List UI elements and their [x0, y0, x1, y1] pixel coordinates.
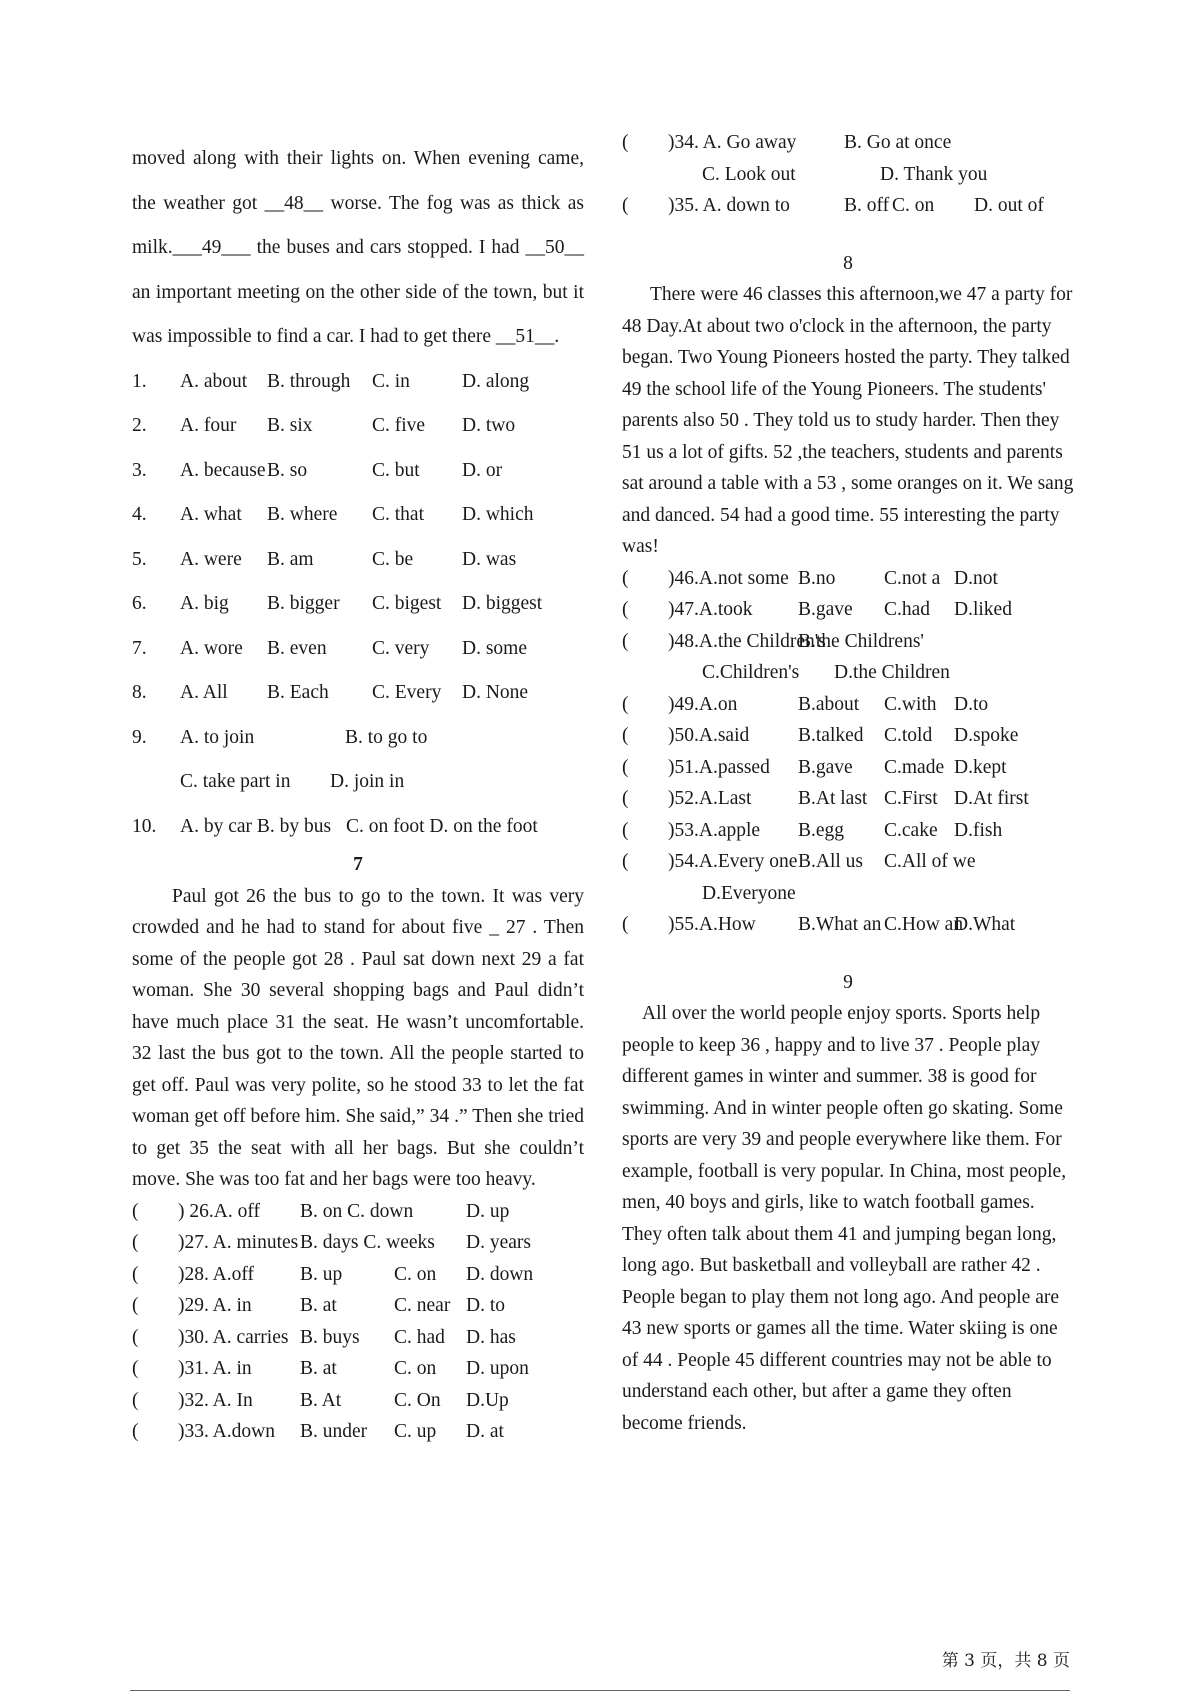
question-row: [622, 594, 1074, 626]
question-part-d: D. years: [466, 1232, 531, 1253]
question-part-n: C. Look out: [702, 163, 796, 185]
passage-7-text: Paul got 26 the bus to go to the town. It was very crowded and he had to stand for about five _ 27 . Then some of the people got 28 . Paul sat down next 29 a fat woman. She 30 several shopping bags and Paul didn’t have much place 31 the seat. He wasn’t uncomfortable. 32 last the bus got to the town. All the people started to get off. Paul was very polite, so he stood 33 to let the fat woman get off before him. She said,” 34 .” Then she tried to get 35 the seat with all her bags. But she couldn’t move. She was too fat and her bags were too heavy.: [132, 885, 584, 1190]
page-number: 第 3 页，共 8 页: [941, 1651, 1070, 1671]
question-row: [622, 720, 1074, 752]
question-part-d: D. upon: [466, 1358, 529, 1379]
answer-bracket: (: [132, 1232, 139, 1253]
option-choice-b: B. Each: [267, 682, 329, 703]
option-choice-a: A. wore: [180, 637, 243, 659]
question-part-c: C.All of we: [884, 851, 976, 872]
option-choice-b: B. where: [267, 504, 338, 525]
question-part-b: B.At last: [798, 788, 868, 809]
answer-bracket: (: [132, 1358, 139, 1379]
option-choice-c: C. that: [372, 504, 424, 525]
answer-bracket: (: [622, 788, 629, 809]
option-row: [132, 671, 584, 716]
passage-6-text: [132, 137, 584, 360]
question-part-n: )28. A.off: [178, 1263, 255, 1285]
question-row: [132, 1385, 584, 1417]
question-part-c: C.First: [884, 788, 938, 809]
option-choice-a: A. All: [180, 682, 228, 703]
question-row: [622, 846, 1074, 878]
option-row: [132, 538, 584, 583]
option-choice-c: C. very: [372, 637, 430, 659]
answer-bracket: (: [132, 1389, 139, 1411]
question-part-b: B. Go at once: [844, 132, 952, 153]
question-part-d: D. up: [466, 1200, 510, 1222]
option-choice-a: C. take part in: [180, 771, 291, 792]
question-part-b: B. off: [844, 195, 890, 216]
footer-divider: [130, 1690, 1070, 1691]
question-part-n: )46.A.not some: [668, 567, 789, 589]
answer-bracket: (: [132, 1200, 139, 1222]
question-part-n: )27. A. minutes: [178, 1232, 299, 1253]
option-choice-c: C. Every: [372, 682, 442, 703]
option-row: [132, 493, 584, 538]
option-choice-a: A. to join: [180, 726, 255, 748]
question-part-n: )34. A. Go away: [668, 132, 797, 153]
question-part-b: B. on C. down: [300, 1200, 414, 1222]
question-part-b: B. buys: [300, 1326, 360, 1348]
question-part-d: D.fish: [954, 819, 1003, 841]
question-row: [622, 689, 1074, 721]
question-part-c: C.with: [884, 693, 937, 715]
section-8-heading: 8: [843, 252, 853, 274]
question-part-c: C.How an: [884, 914, 964, 935]
question-part-n: )30. A. carries: [178, 1326, 289, 1348]
question-part-n: ) 26.A. off: [178, 1200, 260, 1222]
option-choice-a: A. by car B. by bus: [180, 815, 332, 837]
option-number: 10.: [132, 815, 157, 837]
question-part-b: B. up: [300, 1263, 343, 1285]
question-row: [622, 159, 1074, 191]
passage-6-body: moved along with their lights on. When evening came, the weather got __48__ worse. The fog was as thick as milk.___49___ the buses and cars stopped. I had __50__ an important meeting on the other side of the town, but it was impossible to find a car. I had to get there __51__.: [132, 148, 584, 347]
question-part-d: D.to: [954, 693, 989, 715]
question-row: [132, 1196, 584, 1228]
question-part-n: )35. A. down to: [668, 195, 790, 216]
answer-bracket: (: [622, 725, 629, 746]
question-row: [622, 878, 1074, 910]
question-part-n: )47.A.took: [668, 599, 753, 620]
question-part-b: B.What an: [798, 914, 882, 935]
questions-7-continued: [622, 127, 1074, 222]
question-row: [622, 752, 1074, 784]
question-part-n: )50.A.said: [668, 725, 750, 746]
question-part-b: B.the Childrens': [798, 630, 924, 652]
answer-bracket: (: [132, 1263, 139, 1285]
answer-bracket: (: [622, 132, 629, 153]
question-part-d: D.What: [954, 914, 1016, 935]
option-choice-d: D. two: [462, 415, 516, 436]
left-column: [132, 137, 584, 1448]
spacer: [622, 222, 1074, 248]
options-6-list: [132, 360, 584, 850]
question-part-n: )55.A.How: [668, 914, 756, 935]
question-part-c: C.cake: [884, 819, 938, 841]
option-choice-c: C. be: [372, 548, 414, 570]
option-choice-b: B. to go to: [345, 726, 428, 748]
option-number: 5.: [132, 548, 147, 570]
option-choice-b: B. even: [267, 637, 327, 659]
section-9-heading: 9: [843, 971, 853, 993]
question-part-d: D.kept: [954, 756, 1007, 778]
option-row: [132, 805, 584, 850]
question-part-d: D.At first: [954, 788, 1029, 809]
question-part-c: C. had: [394, 1326, 445, 1348]
option-number: 4.: [132, 504, 147, 525]
question-part-b: B.about: [798, 693, 860, 715]
questions-8-list: [622, 563, 1074, 941]
question-part-n: )32. A. In: [178, 1389, 253, 1411]
question-row: [622, 657, 1074, 689]
question-part-c: C. near: [394, 1295, 451, 1316]
option-choice-a: A. big: [180, 593, 229, 614]
question-part-c: C. on: [394, 1263, 437, 1285]
question-row: [132, 1259, 584, 1291]
option-choice-a: A. about: [180, 370, 248, 392]
answer-bracket: (: [622, 195, 629, 216]
option-row: [132, 716, 584, 761]
answer-bracket: (: [622, 914, 629, 935]
question-part-b: B.egg: [798, 819, 845, 841]
passage-9-text: All over the world people enjoy sports. Sports help people to keep 36 , happy and to live 37 . People play different games in winter and summer. 38 is good for swimming. And in winter people often go skating. Some sports are very 39 and people everywhere like them. For example, football is very popular. In China, most people, men, 40 boys and girls, like to watch football games. They often talk about them 41 and jumping began long, long ago. But basketball and volleyball are rather 42 . People began to play them not long ago. And people are 43 new sports or games all the time. Water skiing is one of 44 . People 45 different countries may not be able to understand each other, but after a game they often become friends.: [622, 1003, 1067, 1434]
option-number: 1.: [132, 370, 147, 392]
question-part-n: )54.A.Every one: [668, 851, 798, 872]
passage-8-text: There were 46 classes this afternoon,we 47 a party for 48 Day.At about two o'clock in the afternoon, the party began. Two Young Pioneers hosted the party. They talked 49 the school life of the Young Pioneers. The students' parents also 50 . They told us to study harder. Then they 51 us a lot of gifts. 52 ,the teachers, students and parents sat around a table with a 53 , some oranges on it. We sang and danced. 54 had a good time. 55 interesting the party was!: [622, 284, 1074, 557]
option-choice-b: D. join in: [330, 771, 405, 792]
option-row: [132, 360, 584, 405]
option-choice-d: D. was: [462, 548, 517, 570]
option-choice-b: B. bigger: [267, 593, 340, 614]
option-choice-b: B. am: [267, 548, 314, 570]
question-part-n: )49.A.on: [668, 693, 738, 715]
option-choice-a: A. four: [180, 415, 237, 436]
question-part-d: D. to: [466, 1295, 505, 1316]
question-part-c: C. on: [892, 195, 935, 216]
option-choice-c: C. five: [372, 415, 426, 436]
question-part-b: B.gave: [798, 599, 853, 620]
option-number: 7.: [132, 637, 147, 659]
option-number: 3.: [132, 459, 147, 481]
question-part-n: )52.A.Last: [668, 788, 752, 809]
answer-bracket: (: [622, 567, 629, 589]
answer-bracket: (: [132, 1326, 139, 1348]
question-part-b: D. Thank you: [880, 163, 988, 185]
question-part-d: D.Up: [466, 1389, 509, 1411]
option-row: [132, 627, 584, 672]
question-part-b: B. at: [300, 1358, 337, 1379]
option-choice-b: C. on foot D. on the foot: [346, 815, 538, 837]
question-part-n: )31. A. in: [178, 1358, 252, 1379]
option-number: 2.: [132, 415, 147, 436]
question-part-c: C.told: [884, 725, 933, 746]
option-number: 8.: [132, 682, 147, 703]
question-part-c: C. on: [394, 1358, 437, 1379]
option-choice-a: A. were: [180, 548, 242, 570]
option-choice-b: B. through: [267, 370, 351, 392]
question-row: [622, 563, 1074, 595]
option-choice-d: D. some: [462, 637, 527, 659]
option-choice-b: B. so: [267, 459, 308, 481]
answer-bracket: (: [132, 1295, 139, 1316]
option-choice-d: D. along: [462, 370, 530, 392]
option-choice-d: D. None: [462, 682, 529, 703]
question-row: [132, 1227, 584, 1259]
option-number: 6.: [132, 593, 147, 614]
question-part-d: D.liked: [954, 599, 1012, 620]
question-part-d: D.spoke: [954, 725, 1019, 746]
answer-bracket: (: [622, 599, 629, 620]
option-choice-c: C. but: [372, 459, 420, 481]
answer-bracket: (: [622, 819, 629, 841]
question-row: [622, 626, 1074, 658]
question-part-b: D.the Children: [834, 662, 950, 683]
question-row: [622, 909, 1074, 941]
option-row: [132, 404, 584, 449]
option-choice-a: A. because: [180, 459, 266, 481]
question-part-n: C.Children's: [702, 662, 800, 683]
question-part-n: )48.A.the Children's: [668, 630, 826, 652]
question-row: [622, 815, 1074, 847]
question-part-d: D. out of: [974, 195, 1044, 216]
question-row: [132, 1322, 584, 1354]
option-choice-c: C. bigest: [372, 593, 442, 614]
section-7-heading: 7: [353, 854, 363, 875]
question-part-c: C.not a: [884, 567, 941, 589]
option-choice-c: C. in: [372, 370, 410, 392]
question-part-n: )53.A.apple: [668, 819, 761, 841]
question-row: [132, 1290, 584, 1322]
option-row: [132, 760, 584, 805]
question-part-b: B. days C. weeks: [300, 1232, 435, 1253]
question-row: [132, 1353, 584, 1385]
option-choice-d: D. or: [462, 459, 503, 481]
question-part-d: D.not: [954, 567, 998, 589]
question-part-b: B. under: [300, 1421, 368, 1442]
spacer: [622, 941, 1074, 967]
question-row: [622, 783, 1074, 815]
right-column: [622, 127, 1074, 1439]
answer-bracket: (: [622, 851, 629, 872]
question-part-c: C.had: [884, 599, 931, 620]
question-part-b: B.talked: [798, 725, 864, 746]
question-part-d: D. down: [466, 1263, 534, 1285]
question-part-c: C.made: [884, 756, 945, 778]
question-part-n: )33. A.down: [178, 1421, 275, 1442]
answer-bracket: (: [622, 756, 629, 778]
option-row: [132, 449, 584, 494]
answer-bracket: (: [622, 693, 629, 715]
question-part-n: )51.A.passed: [668, 756, 770, 778]
question-part-b: B.All us: [798, 851, 864, 872]
answer-bracket: (: [132, 1421, 139, 1442]
question-part-d: D. has: [466, 1326, 516, 1348]
question-row: [622, 127, 1074, 159]
question-part-c: C. On: [394, 1389, 441, 1411]
option-number: 9.: [132, 726, 147, 748]
option-choice-d: D. which: [462, 504, 534, 525]
option-row: [132, 582, 584, 627]
question-row: [622, 190, 1074, 222]
question-row: [132, 1416, 584, 1448]
question-part-b: B.no: [798, 567, 836, 589]
question-part-c: C. up: [394, 1421, 437, 1442]
option-choice-a: A. what: [180, 504, 242, 525]
question-part-n: )29. A. in: [178, 1295, 252, 1316]
option-choice-b: B. six: [267, 415, 313, 436]
question-part-d: D. at: [466, 1421, 504, 1442]
question-part-n: D.Everyone: [702, 882, 796, 904]
question-part-b: B. at: [300, 1295, 337, 1316]
question-part-b: B. At: [300, 1389, 342, 1411]
question-part-b: B.gave: [798, 756, 853, 778]
option-choice-d: D. biggest: [462, 593, 543, 614]
answer-bracket: (: [622, 630, 629, 652]
questions-7-list: [132, 1196, 584, 1448]
